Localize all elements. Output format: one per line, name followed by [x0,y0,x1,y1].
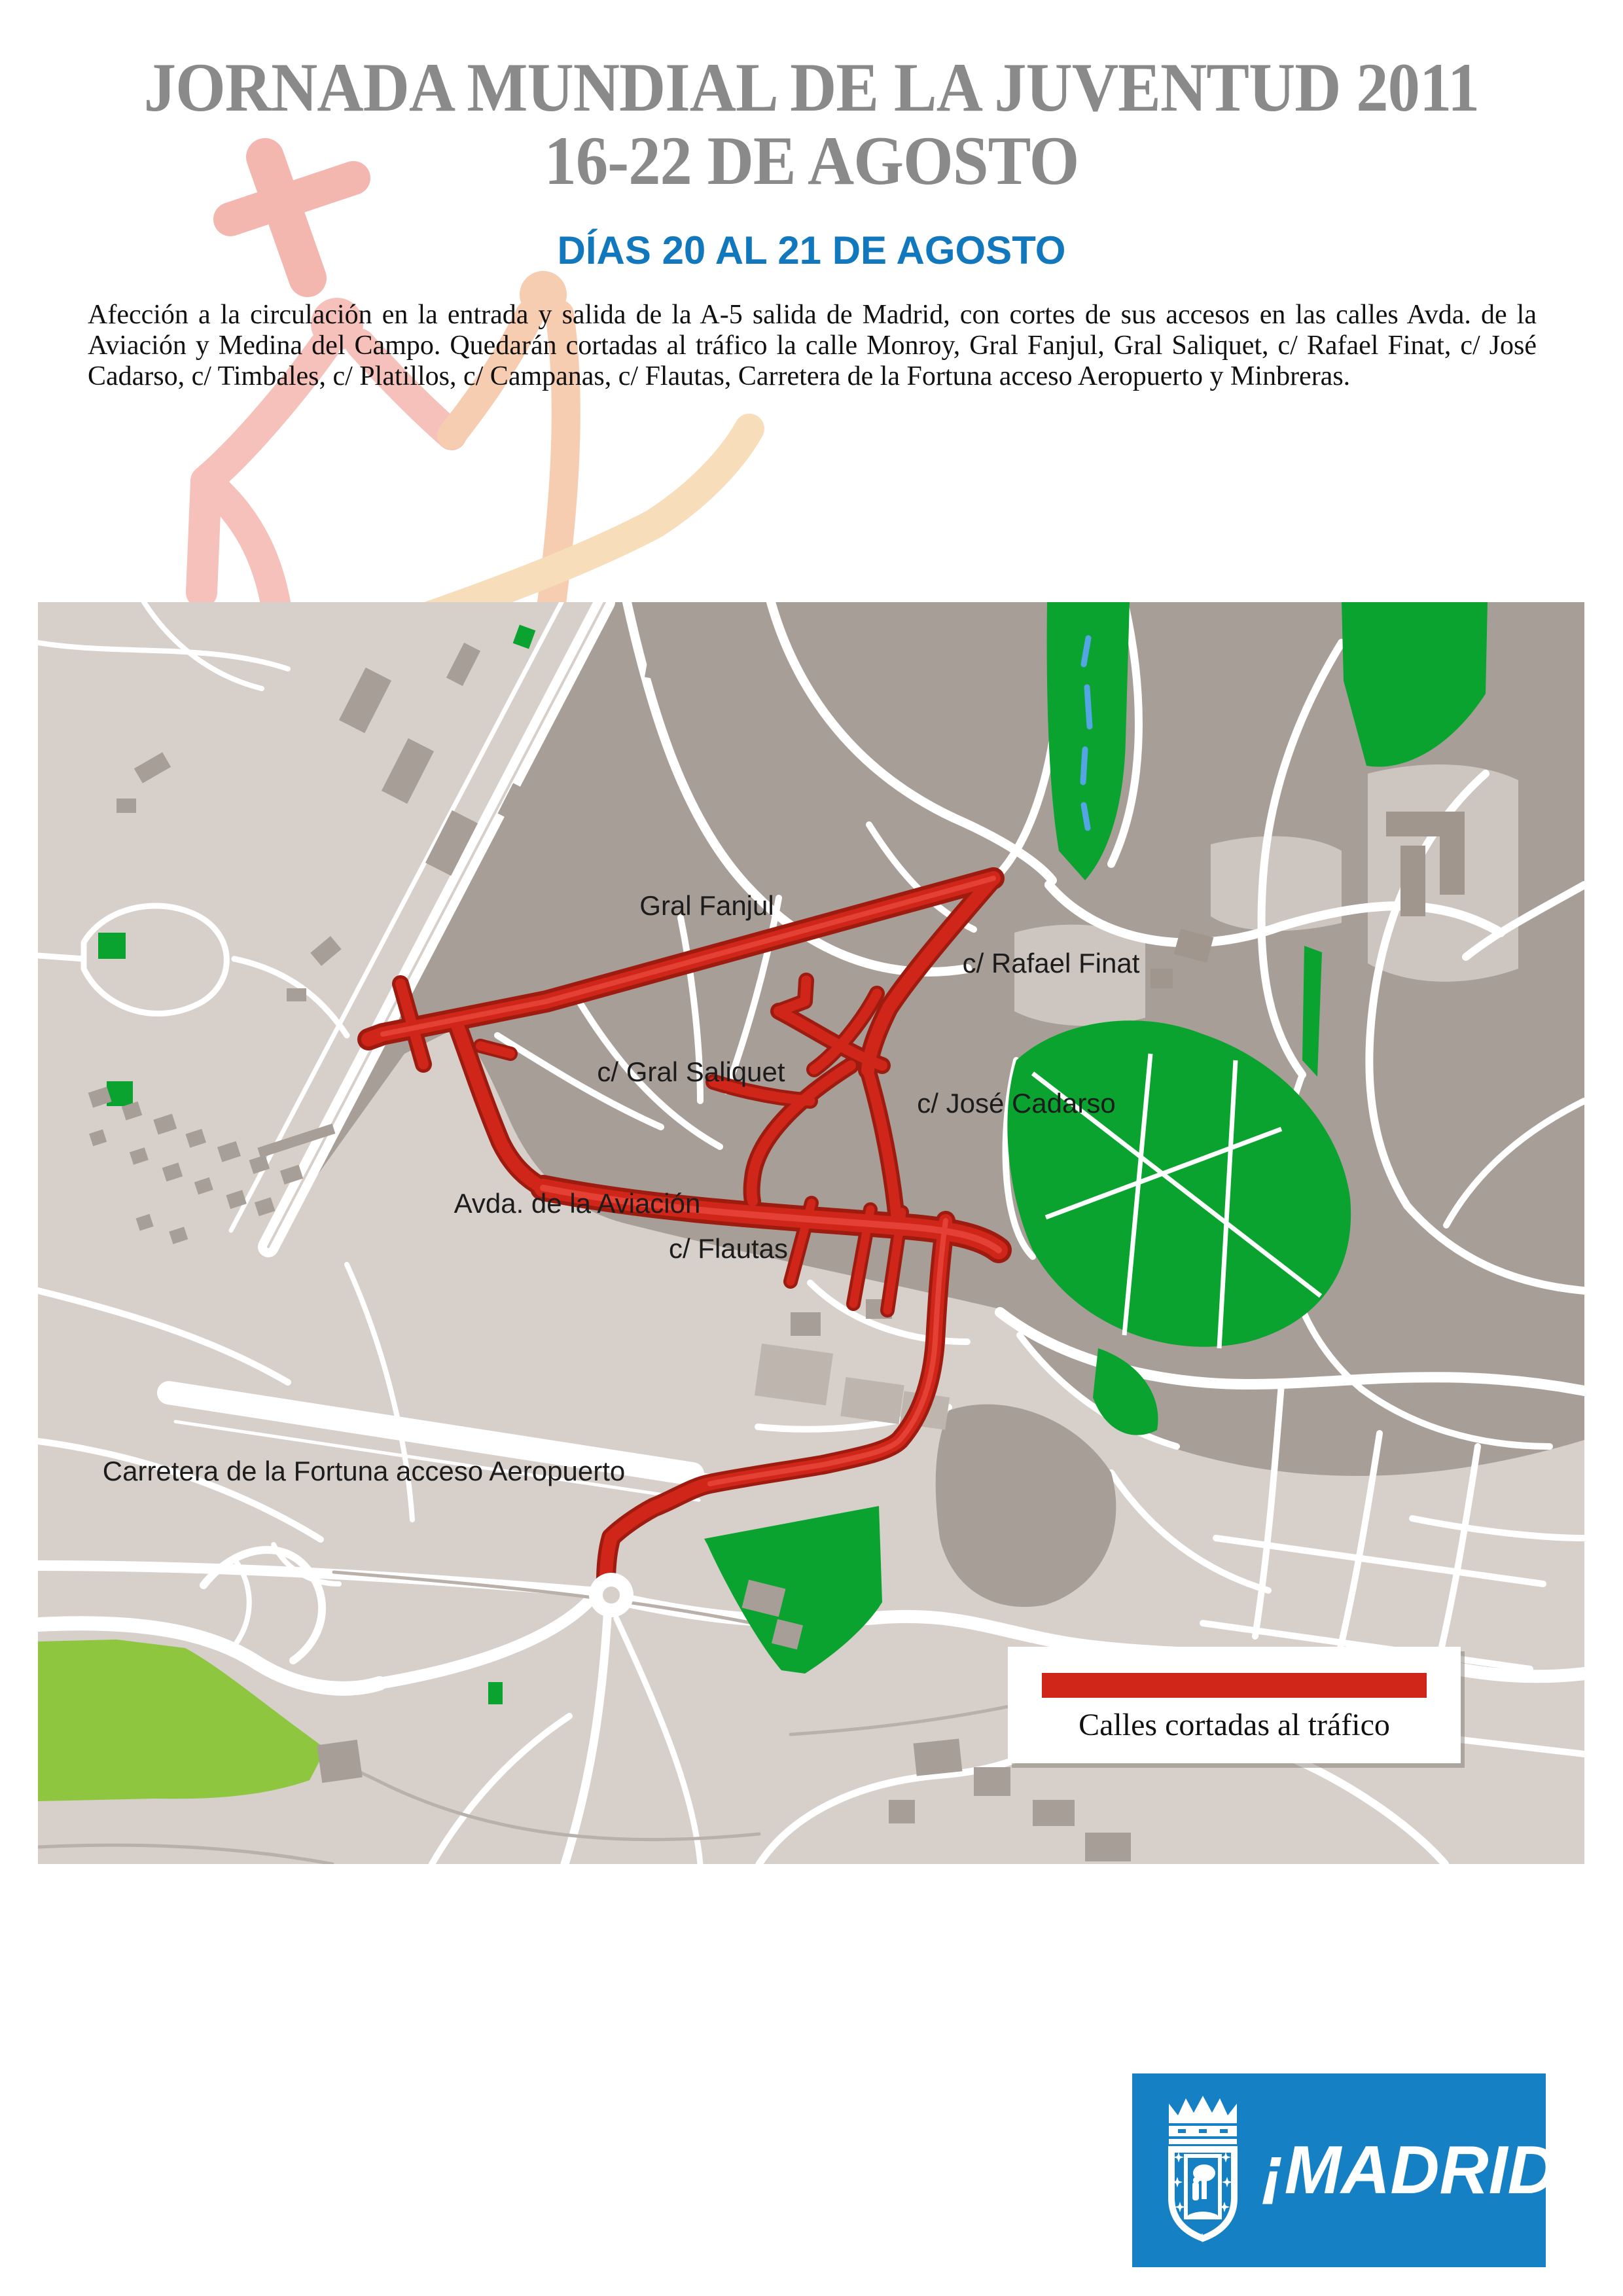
page-subtitle: DÍAS 20 AL 21 DE AGOSTO [557,228,1066,272]
page-title [0,51,1623,198]
roundabout-icon [589,1573,633,1617]
title-line-1: JORNADA MUNDIAL DE LA JUVENTUD 2011 [143,49,1480,126]
closed-street-swatch [1042,1673,1427,1698]
map-label-gral-saliquet: c/ Gral Saliquet [597,1056,785,1087]
madrid-logo [1132,2073,1580,2267]
legend-label: Calles cortadas al tráfico [1079,1708,1390,1742]
map-legend [1008,1647,1461,1763]
map-label-jose-cadarso: c/ José Cadarso [917,1088,1116,1119]
title-line-2: 16-22 DE AGOSTO [544,122,1079,199]
map-label-carretera-fortuna: Carretera de la Fortuna acceso Aeropuerto [102,1456,626,1486]
body-paragraph: Afección a la circulación en la entrada y salida de la A-5 salida de Madrid, con cortes de sus accesos en las calles Avda. de la Aviación y Medina del Campo. Quedarán cortadas al tráfico la calle Monroy, Gral Fanjul, Gral Saliquet, c/ Rafael Finat, c/ José Cadarso, c/ Timbales, c/ Platillos, c/ Campanas, c/ Flautas, Carretera de la Fortuna acceso Aeropuerto y Minbreras. [88,300,1537,391]
map-label-gral-fanjul: Gral Fanjul [639,890,774,921]
madrid-crest-icon [1157,2093,1255,2248]
madrid-logo-text: ¡MADRID! [1262,2132,1580,2208]
map-label-avda-aviacion: Avda. de la Aviación [454,1188,701,1219]
map-label-flautas: c/ Flautas [668,1233,789,1264]
map-label-rafael-finat: c/ Rafael Finat [962,948,1140,978]
